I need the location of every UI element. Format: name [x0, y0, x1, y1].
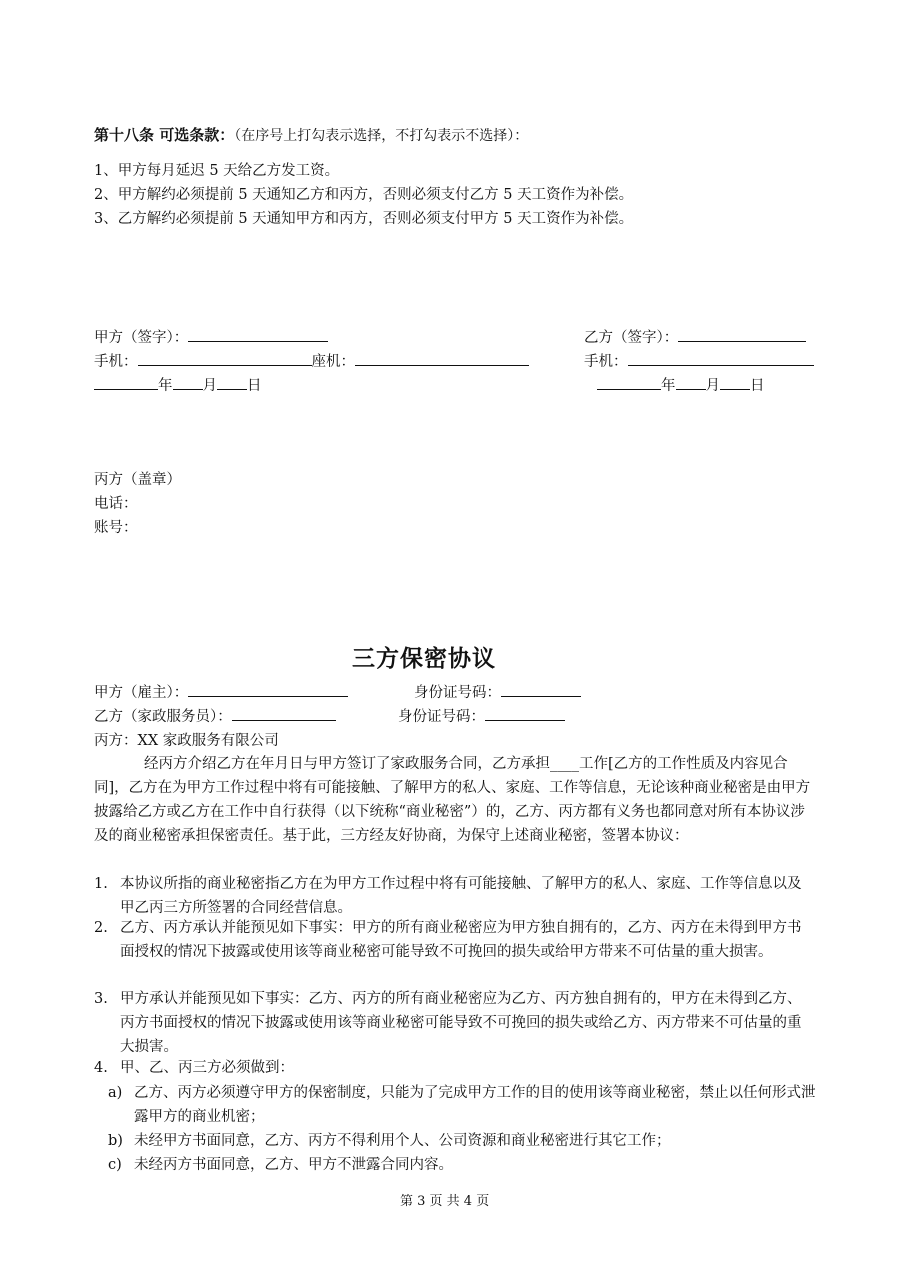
agreement-party-a-id-row — [414, 681, 581, 702]
subclause-a-number: a) — [108, 1085, 123, 1101]
party-a-mobile-line[interactable] — [138, 351, 312, 366]
subclause-b-number: b) — [108, 1133, 123, 1149]
subclause-c — [108, 1153, 816, 1177]
party-b-date-row — [597, 374, 765, 395]
year-label: 年 — [158, 378, 173, 394]
party-a-landline-label: 座机： — [311, 354, 355, 370]
agreement-party-a-id-line[interactable] — [501, 682, 581, 697]
option-2: 2、甲方解约必须提前 5 天通知乙方和丙方，否则必须支付乙方 5 天工资作为补偿。 — [94, 187, 634, 203]
party-b-sign-label: 乙方（签字）： — [584, 330, 679, 346]
party-a-month-line[interactable] — [173, 375, 203, 390]
month-label: 月 — [705, 378, 720, 394]
agreement-party-b-label: 乙方（家政服务员）： — [94, 709, 232, 725]
agreement-party-a-line[interactable] — [188, 682, 348, 697]
agreement-intro-paragraph — [94, 752, 814, 848]
day-label: 日 — [750, 378, 765, 394]
agreement-party-a-id-label: 身份证号码： — [414, 685, 501, 701]
day-label: 日 — [247, 378, 262, 394]
clause-3 — [94, 987, 814, 1059]
clause-3-text: 甲方承认并能预见如下事实：乙方、丙方的所有商业秘密应为乙方、丙方独自拥有的，甲方在未得到乙方、丙方书面授权的情况下披露或使用该等商业秘密可能导致不可挽回的损失或给乙方、丙方带来不可估量的重大损害。 — [120, 991, 802, 1055]
subclause-b-text: 未经甲方书面同意，乙方、丙方不得利用个人、公司资源和商业秘密进行其它工作； — [134, 1133, 671, 1149]
party-c-account: 账号： — [94, 520, 138, 536]
party-a-date-row — [94, 374, 262, 395]
party-a-year-line[interactable] — [94, 375, 158, 390]
party-c-seal: 丙方（盖章） — [94, 472, 181, 488]
party-a-sign-label: 甲方（签字）： — [94, 330, 189, 346]
agreement-party-b-id-row — [398, 705, 565, 726]
agreement-party-b-row — [94, 705, 336, 726]
clause-1-text: 本协议所指的商业秘密指乙方在为甲方工作过程中将有可能接触、了解甲方的私人、家庭、工作等信息以及甲乙丙三方所签署的合同经营信息。 — [120, 876, 802, 916]
party-b-sign-line[interactable] — [678, 327, 806, 342]
party-a-phone-row — [94, 350, 529, 371]
party-a-sign-line[interactable] — [188, 327, 328, 342]
party-b-phone-row — [584, 350, 814, 371]
party-a-sign-row — [94, 326, 328, 347]
clause-4-number: 4. — [94, 1060, 108, 1076]
page-footer: 第 3 页 共 4 页 — [400, 1194, 490, 1209]
clause-1-number: 1. — [94, 876, 108, 892]
clause-2-text: 乙方、丙方承认并能预见如下事实：甲方的所有商业秘密应为甲方独自拥有的，乙方、丙方在未得到甲方书面授权的情况下披露或使用该等商业秘密可能导致不可挽回的损失或给甲方带来不可估量的重大损害。 — [120, 920, 802, 960]
option-1: 1、甲方每月延迟 5 天给乙方发工资。 — [94, 163, 340, 179]
article-18-heading: 第十八条 可选条款： — [94, 126, 235, 144]
party-b-mobile-line[interactable] — [628, 351, 814, 366]
agreement-title: 三方保密协议 — [352, 646, 496, 672]
agreement-party-b-id-line[interactable] — [485, 706, 565, 721]
clause-2 — [94, 916, 814, 964]
agreement-party-b-line[interactable] — [232, 706, 336, 721]
agreement-intro-text: 经丙方介绍乙方在年月日与甲方签订了家政服务合同，乙方承担____工作[乙方的工作性质及内容见合同]，乙方在为甲方工作过程中将有可能接触、了解甲方的私人、家庭、工作等信息，无论该种商业秘密是由甲方披露给乙方或乙方在工作中自行获得（以下统称“商业秘密”）的，乙方、丙方都有义务也都同意对所有本协议涉及的商业秘密承担保密责任。基于此，三方经友好协商，为保守上述商业秘密，签署本协议： — [94, 756, 811, 844]
party-b-sign-row — [584, 326, 806, 347]
clause-2-number: 2. — [94, 920, 108, 936]
party-b-year-line[interactable] — [597, 375, 661, 390]
option-3: 3、乙方解约必须提前 5 天通知甲方和丙方，否则必须支付甲方 5 天工资作为补偿。 — [94, 211, 634, 227]
clause-4 — [94, 1056, 814, 1080]
party-b-month-line[interactable] — [676, 375, 706, 390]
subclause-a — [108, 1081, 816, 1129]
year-label: 年 — [661, 378, 676, 394]
party-b-mobile-label: 手机： — [584, 354, 628, 370]
party-a-day-line[interactable] — [217, 375, 247, 390]
subclause-c-text: 未经丙方书面同意，乙方、甲方不泄露合同内容。 — [134, 1157, 453, 1173]
party-b-day-line[interactable] — [720, 375, 750, 390]
agreement-party-a-label: 甲方（雇主）： — [94, 685, 189, 701]
subclause-c-number: c) — [108, 1157, 122, 1173]
month-label: 月 — [202, 378, 217, 394]
party-a-mobile-label: 手机： — [94, 354, 138, 370]
agreement-party-a-row — [94, 681, 348, 702]
subclause-b — [108, 1129, 816, 1153]
subclause-a-text: 乙方、丙方必须遵守甲方的保密制度，只能为了完成甲方工作的目的使用该等商业秘密，禁止以任何形式泄露甲方的商业机密； — [134, 1085, 816, 1125]
clause-1 — [94, 872, 814, 920]
clause-3-number: 3. — [94, 991, 108, 1007]
party-a-landline-line[interactable] — [355, 351, 529, 366]
article-18-heading-row — [94, 124, 528, 145]
article-18-note: （在序号上打勾表示选择，不打勾表示不选择）： — [234, 128, 529, 144]
agreement-party-b-id-label: 身份证号码： — [398, 709, 485, 725]
party-c-phone: 电话： — [94, 496, 138, 512]
agreement-party-c: 丙方：XX 家政服务有限公司 — [94, 733, 279, 749]
clause-4-text: 甲、乙、丙三方必须做到： — [120, 1060, 294, 1076]
